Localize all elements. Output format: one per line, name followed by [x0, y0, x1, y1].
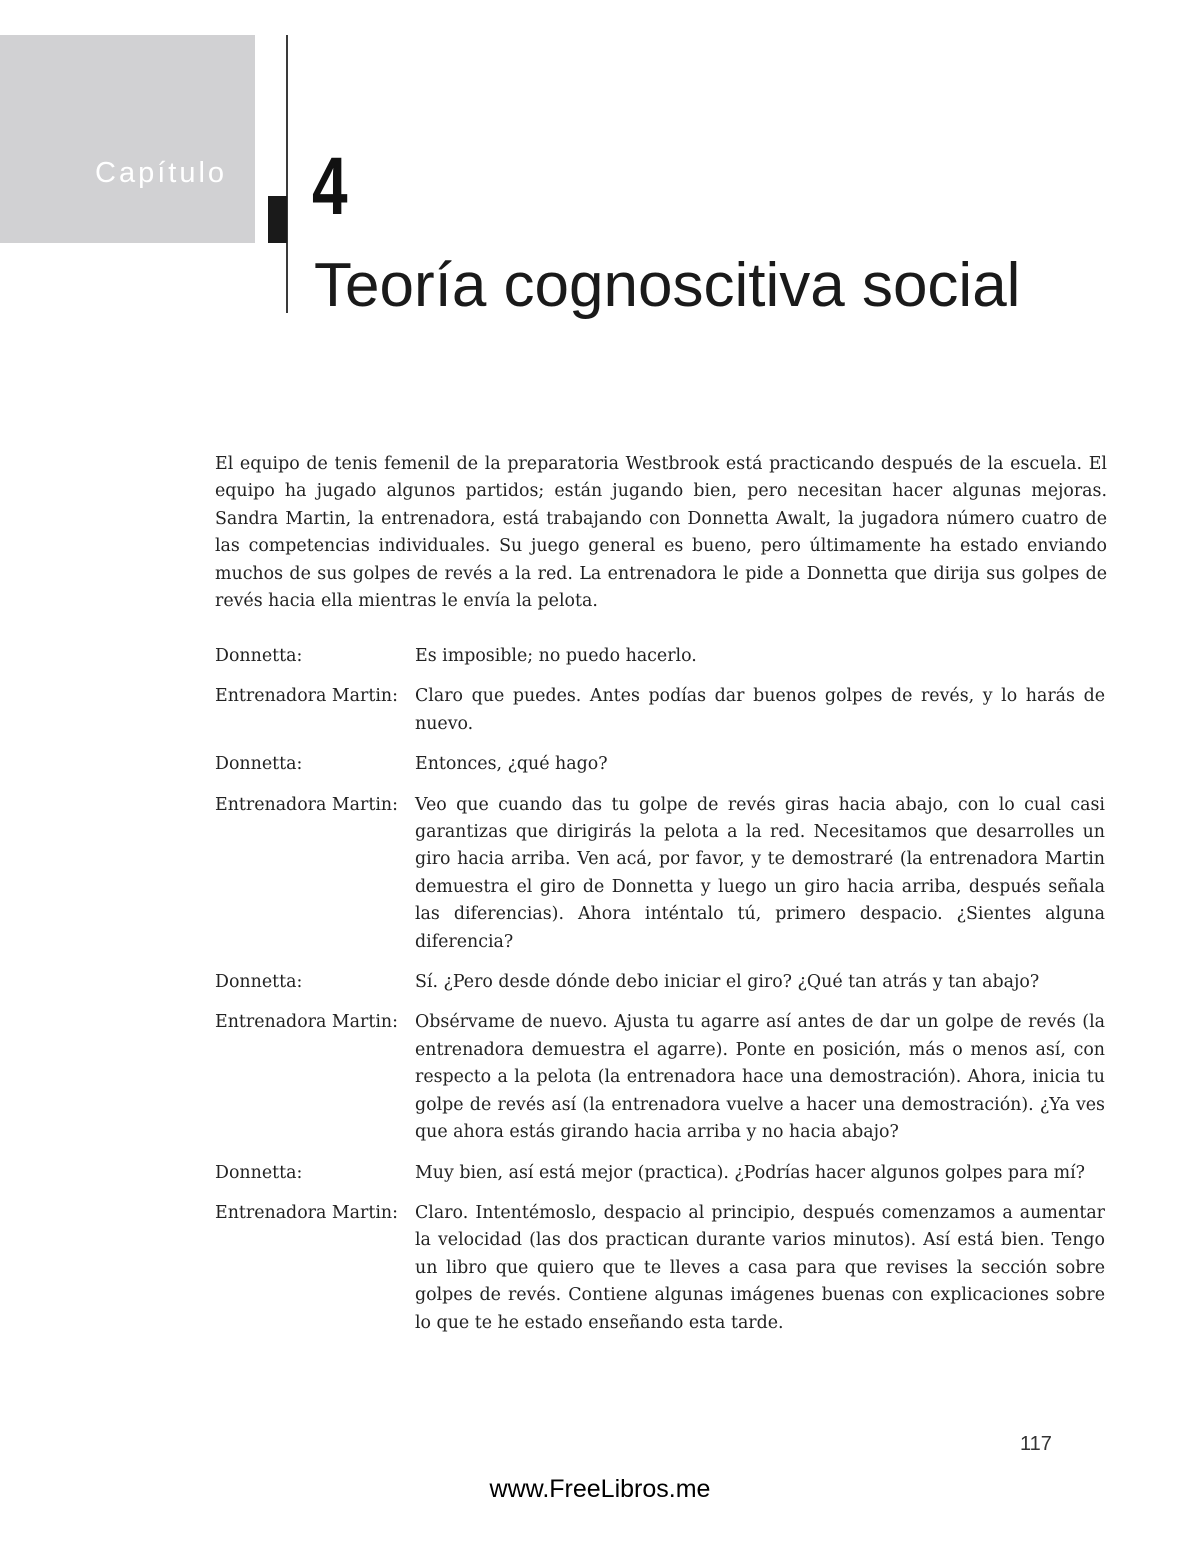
footer-url: www.FreeLibros.me	[489, 1475, 711, 1503]
speaker-name: Entrenadora Martin:	[215, 1012, 398, 1033]
speaker-name: Entrenadora Martin:	[215, 794, 398, 815]
speaker-name: Donnetta:	[215, 646, 303, 666]
chapter-marker-bar	[268, 196, 287, 243]
dialogue-turn	[215, 643, 1107, 670]
dialogue-turn	[215, 751, 1107, 778]
dialogue-turn	[215, 1200, 1107, 1337]
dialogue-line: Es imposible; no puedo hacerlo.	[415, 646, 697, 666]
dialogue-line: Claro. Intentémoslo, despacio al principio, después comenzamos a aumentar la velocidad (las dos practican durante varios minutos). Así está bien. Tengo un libro que quiero que te lleves a casa para que revises la sección sobre golpes de revés. Contiene algunas imágenes buenas con explicaciones sobre lo que te he estado enseñando esta tarde.	[415, 1202, 1105, 1333]
dialogue-line: Veo que cuando das tu golpe de revés giras hacia abajo, con lo cual casi garantizas que dirigirás la pelota a la red. Necesitamos que desarrolles un giro hacia arriba. Ven acá, por favor, y te demostraré (la entrenadora Martin demuestra el giro de Donnetta y luego un giro hacia arriba, después señala las diferencias). Ahora inténtalo tú, primero despacio. ¿Sientes alguna diferencia?	[415, 794, 1105, 952]
dialogue-line: Obsérvame de nuevo. Ajusta tu agarre así antes de dar un golpe de revés (la entrenadora demuestra el agarre). Ponte en posición, más o menos así, con respecto a la pelota (la entrenadora hace una demostración). Ahora, inicia tu golpe de revés así (la entrenadora vuelve a hacer una demostración). ¿Ya ves que ahora estás girando hacia arriba y no hacia abajo?	[415, 1012, 1105, 1143]
speaker-name: Donnetta:	[215, 754, 303, 775]
chapter-label-box	[0, 35, 255, 243]
dialogue-turn	[215, 792, 1107, 956]
page-number: 117	[1020, 1433, 1052, 1455]
intro-paragraph: El equipo de tenis femenil de la preparatoria Westbrook está practicando después de la escuela. El equipo ha jugado algunos partidos; están jugando bien, pero necesitan hacer algunas mejoras. Sandra Martin, la entrenadora, está trabajando con Donnetta Awalt, la jugadora número cuatro de las competencias individuales. Su juego general es bueno, pero últimamente ha estado enviando muchos de sus golpes de revés a la red. La entrenadora le pide a Donnetta que dirija sus golpes de revés hacia ella mientras le envía la pelota.	[215, 454, 1107, 612]
speaker-name: Donnetta:	[215, 972, 303, 993]
dialogue-turn	[215, 683, 1107, 738]
dialogue-line: Sí. ¿Pero desde dónde debo iniciar el giro? ¿Qué tan atrás y tan abajo?	[415, 972, 1040, 993]
dialogue	[215, 643, 1107, 1350]
dialogue-turn	[215, 969, 1107, 996]
dialogue-turn	[215, 1009, 1107, 1146]
chapter-divider-line	[286, 35, 288, 313]
chapter-label: Capítulo	[95, 157, 228, 189]
dialogue-line: Claro que puedes. Antes podías dar buenos golpes de revés, y lo harás de nuevo.	[415, 686, 1105, 734]
dialogue-line: Muy bien, así está mejor (practica). ¿Podrías hacer algunos golpes para mí?	[415, 1162, 1085, 1183]
dialogue-turn	[215, 1160, 1107, 1187]
speaker-name: Entrenadora Martin:	[215, 686, 398, 707]
chapter-title: Teoría cognoscitiva social	[314, 251, 1021, 320]
speaker-name: Donnetta:	[215, 1162, 303, 1183]
speaker-name: Entrenadora Martin:	[215, 1202, 398, 1223]
dialogue-line: Entonces, ¿qué hago?	[415, 754, 608, 775]
chapter-number: 4	[312, 141, 348, 232]
